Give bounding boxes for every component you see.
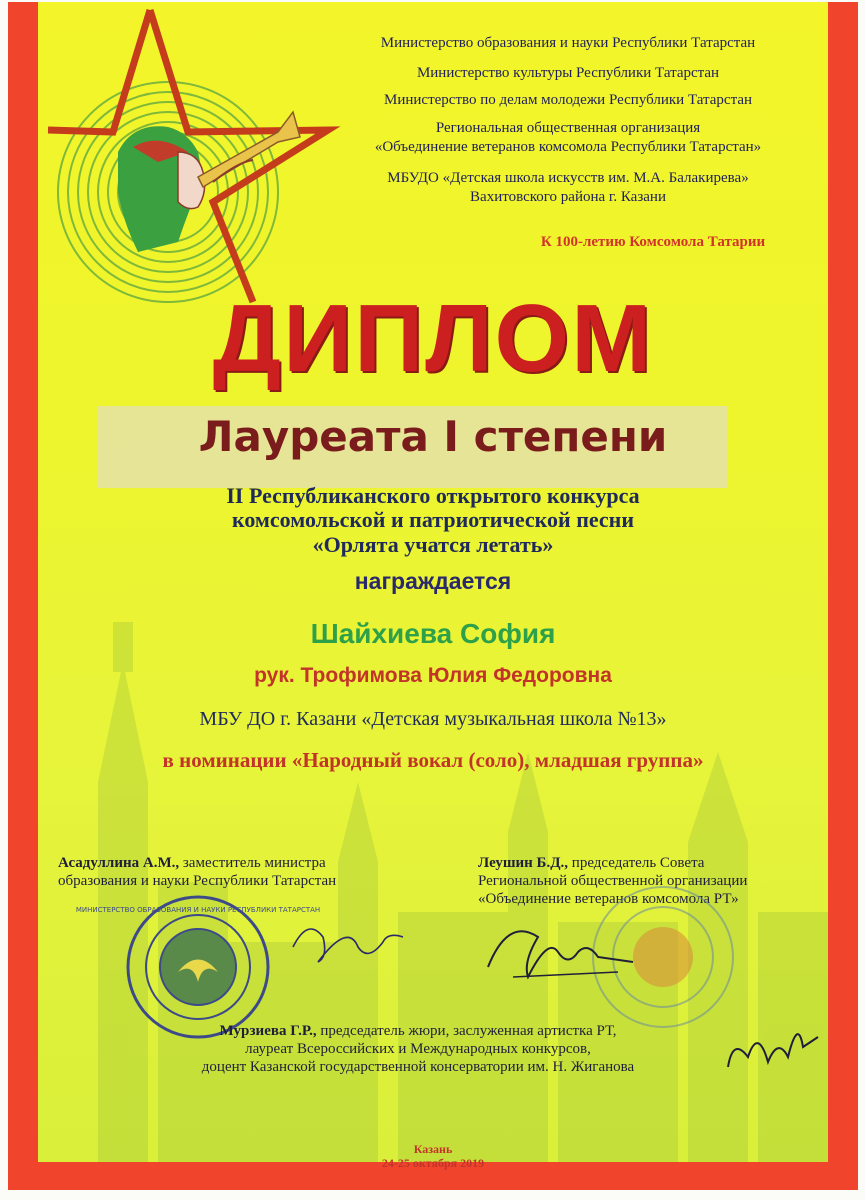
signer-bottom-name: Мурзиева Г.Р., [219,1023,317,1039]
anniversary-line: К 100-летию Комсомола Татарии [540,234,766,250]
leader-name: рук. Трофимова Юлия Федоровна [254,664,612,687]
footer-city: Казань [413,1142,453,1156]
header-line-2: Министерство культуры Республики Татарстан [416,65,720,81]
header-line-4: Региональная общественная организация [435,120,701,136]
header-line-3: Министерство по делам молодежи Республики Татарстан [384,92,752,108]
signer-right-role-3: «Объединение ветеранов комсомола РТ» [478,891,739,907]
signature-right-handwritten [478,907,638,997]
signature-left-handwritten [288,907,408,977]
contest-line-2: комсомольской и патриотической песни [231,507,635,532]
header-line-1: Министерство образования и науки Республики Татарстан [380,35,756,51]
signer-left-role-2: образования и науки Республики Татарстан [58,873,337,889]
signer-right-name: Леушин Б.Д., [478,855,569,871]
signature-bottom-handwritten [718,1007,828,1087]
school-name: МБУ ДО г. Казани «Детская музыкальная школа №13» [199,708,667,730]
signer-left-name: Асадуллина А.М., [58,855,180,871]
tatarstan-seal-icon [75,892,321,1042]
signature-bottom [118,1022,718,1076]
seal-text: МИНИСТЕРСТВО ОБРАЗОВАНИЯ И НАУКИ РЕСПУБЛИКИ ТАТАРСТАН [75,906,321,914]
recipient-name: Шайхиева София [310,618,556,649]
signer-bottom-role-2: лауреат Всероссийских и Международных конкурсов, [245,1041,591,1057]
nomination: в номинации «Народный вокал (соло), младшая группа» [162,748,704,772]
footer [38,1142,828,1170]
signer-bottom-role: председатель жюри, заслуженная артистка РТ, [316,1023,617,1039]
footer-date: 24-25 октября 2019 [381,1156,485,1170]
signer-left-role: заместитель министра [179,855,326,871]
header-line-7: Вахитовского района г. Казани [470,189,666,205]
header-line-6: МБУДО «Детская школа искусств им. М.А. Балакирева» [387,170,749,186]
signature-left [58,854,408,890]
signer-right-role: председатель Совета [568,855,705,871]
diploma-body [38,2,828,1170]
signer-right-role-2: Региональной общественной организации [478,873,748,889]
signer-bottom-role-3: доцент Казанской государственной консерватории им. Н. Жиганова [201,1059,635,1075]
contest-line-3: «Орлята учатся летать» [312,532,554,557]
awarded-label: награждается [354,568,512,594]
diploma-subtitle: Лауреата I степени [198,412,668,461]
diploma-title: ДИПЛОМ [212,285,654,392]
contest-line-1: II Республиканского открытого конкурса [226,483,640,508]
header-line-5: «Объединение ветеранов комсомола Республики Татарстан» [374,139,762,155]
